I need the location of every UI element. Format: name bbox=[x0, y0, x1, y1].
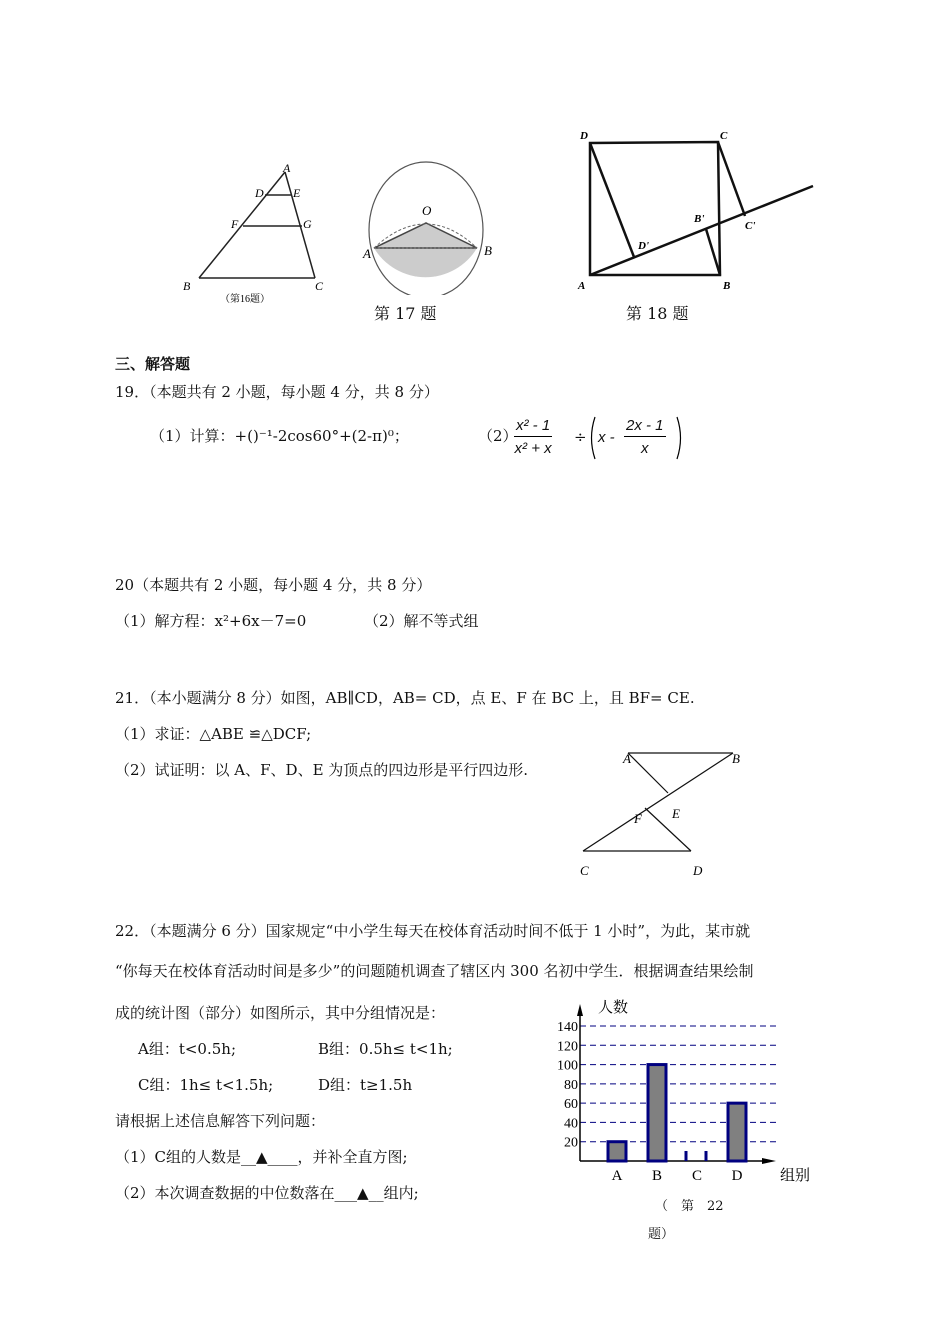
y-tick-label: 60 bbox=[564, 1097, 578, 1113]
denominator: x bbox=[641, 440, 649, 457]
bar-B bbox=[648, 1065, 666, 1161]
x-tick-label: D bbox=[731, 1168, 743, 1184]
label-D: D bbox=[255, 186, 264, 200]
figure-21 bbox=[570, 745, 760, 885]
label-C: C bbox=[315, 279, 324, 293]
label-A: A bbox=[283, 161, 291, 175]
q22-group-c: C组：1h≤ t<1.5h; bbox=[138, 1076, 274, 1094]
label-E: E bbox=[672, 806, 680, 821]
label-E: E bbox=[293, 186, 301, 200]
q22-part1: （1）C组的人数是__▲____，并补全直方图; bbox=[115, 1148, 408, 1166]
q22-part2: （2）本次调查数据的中位数落在___▲__组内; bbox=[115, 1184, 419, 1202]
q21-part2: （2）试证明：以 A、F、D、E 为顶点的四边形是平行四边形. bbox=[115, 761, 529, 779]
label-F: F bbox=[634, 811, 642, 826]
histogram-chart bbox=[540, 990, 840, 1190]
right-paren bbox=[676, 416, 684, 460]
figure-18-square bbox=[570, 125, 820, 295]
label-A: A bbox=[623, 751, 631, 766]
q22-group-b: B组：0.5h≤ t<1h; bbox=[318, 1040, 453, 1058]
denominator: x² + x bbox=[514, 440, 552, 457]
y-axis-label: 人数 bbox=[598, 1000, 629, 1016]
label-D: D bbox=[580, 130, 588, 142]
q19-fraction-2 bbox=[624, 417, 666, 457]
label-A: A bbox=[363, 246, 371, 261]
q19-part2-label: （2） bbox=[478, 427, 518, 445]
label-A: A bbox=[578, 280, 586, 292]
label-C: C bbox=[720, 130, 728, 142]
q20-header: 20（本题共有 2 小题，每小题 4 分，共 8 分） bbox=[115, 576, 432, 594]
label-B: B bbox=[183, 279, 191, 293]
chart-caption-line2: 题） bbox=[648, 1227, 675, 1242]
y-tick-label: 100 bbox=[557, 1058, 578, 1074]
y-tick-label: 40 bbox=[564, 1116, 578, 1132]
q19-header: 19．（本题共有 2 小题，每小题 4 分，共 8 分） bbox=[115, 383, 439, 401]
q22-prompt: 请根据上述信息解答下列问题： bbox=[115, 1112, 326, 1130]
y-tick-label: 80 bbox=[564, 1077, 578, 1093]
y-tick-label: 120 bbox=[557, 1039, 578, 1055]
x-tick-label: C bbox=[691, 1168, 703, 1184]
x-axis-arrow bbox=[762, 1158, 776, 1164]
label-D: D bbox=[693, 863, 703, 878]
q20-part1: （1）解方程：x²+6x－7=0 bbox=[115, 612, 307, 630]
q22-line1: 22．（本题满分 6 分）国家规定“中小学生每天在校体育活动时间不低于 1 小时”，为此，某市就 bbox=[115, 922, 751, 940]
label-B: B bbox=[484, 243, 492, 258]
x-tick-label: B bbox=[651, 1168, 663, 1184]
q21-header: 21．（本小题满分 8 分）如图，AB∥CD，AB= CD，点 E、F 在 BC 上，且 BF= CE. bbox=[115, 689, 695, 707]
bar-D bbox=[728, 1103, 746, 1161]
q22-group-a: A组：t<0.5h; bbox=[138, 1040, 236, 1058]
y-axis-arrow bbox=[577, 1004, 583, 1016]
q19-part1: （1）计算：+()⁻¹-2cos60°+(2-π)⁰； bbox=[150, 427, 409, 445]
figure-16-triangle bbox=[175, 160, 335, 310]
q22-group-d: D组：t≥1.5h bbox=[318, 1076, 413, 1094]
numerator: x² - 1 bbox=[514, 417, 552, 437]
figure-17-circle bbox=[360, 155, 500, 295]
numerator: 2x - 1 bbox=[624, 417, 666, 437]
chart-caption-line1: （ 第 22 bbox=[655, 1199, 724, 1214]
y-tick-label: 20 bbox=[564, 1135, 578, 1151]
figure-17-caption: 第 17 题 bbox=[374, 304, 437, 323]
y-tick-label: 140 bbox=[557, 1020, 578, 1035]
label-F: F bbox=[231, 217, 239, 231]
label-B: B bbox=[732, 751, 740, 766]
divide-sign: ÷ bbox=[574, 428, 587, 446]
q21-part1: （1）求证：△ABE ≌△DCF; bbox=[115, 725, 312, 743]
q20-part2: （2）解不等式组 bbox=[364, 612, 479, 630]
label-O: O bbox=[422, 203, 432, 218]
label-C-prime: C' bbox=[745, 220, 756, 232]
left-paren bbox=[588, 416, 596, 460]
label-C: C bbox=[580, 863, 589, 878]
figure-18-caption: 第 18 题 bbox=[626, 304, 689, 323]
q22-line3: 成的统计图（部分）如图所示，其中分组情况是： bbox=[115, 1004, 446, 1022]
figure-16-caption: （第16题） bbox=[220, 294, 270, 305]
label-D-prime: D' bbox=[638, 240, 649, 252]
x-tick-label: A bbox=[611, 1168, 623, 1184]
label-B-prime: B' bbox=[694, 213, 705, 225]
x-axis-label: 组别 bbox=[780, 1168, 811, 1184]
label-G: G bbox=[303, 217, 312, 231]
label-B: B bbox=[723, 280, 731, 292]
q19-x-minus: x - bbox=[598, 429, 615, 446]
bar-A bbox=[608, 1142, 626, 1161]
section-title: 三、解答题 bbox=[115, 355, 191, 373]
q19-fraction-1 bbox=[514, 417, 552, 457]
q22-line2: “你每天在校体育活动时间是多少”的问题随机调查了辖区内 300 名初中学生．根据调查结果绘制 bbox=[115, 962, 754, 980]
